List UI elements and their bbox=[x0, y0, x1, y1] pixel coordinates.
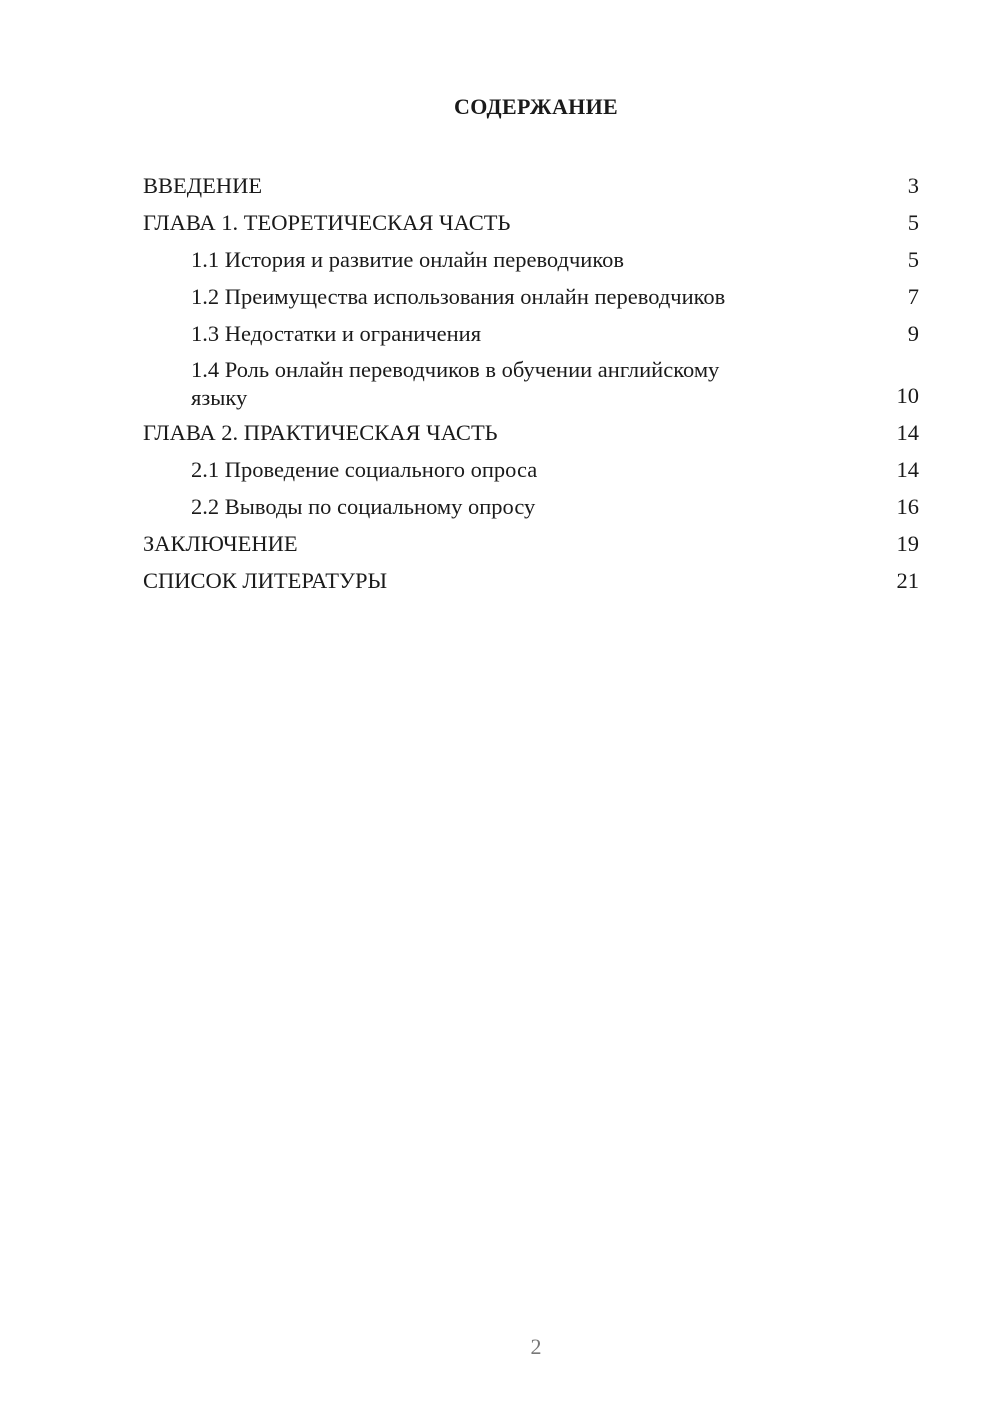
toc-item-section-1-2[interactable] bbox=[143, 278, 919, 315]
toc-item-title: 1.4 Роль онлайн переводчиков в обучении английскому языку bbox=[191, 357, 720, 410]
toc-item-page: 3 bbox=[907, 173, 919, 198]
toc-item-page: 5 bbox=[907, 247, 919, 272]
page-number: 2 bbox=[530, 1334, 542, 1359]
toc-item-chapter-2[interactable] bbox=[143, 414, 919, 451]
toc-item-chapter-1[interactable] bbox=[143, 204, 919, 241]
toc-item-title: 1.3 Недостатки и ограничения bbox=[191, 321, 482, 346]
toc-item-title: 1.1 История и развитие онлайн переводчиков bbox=[191, 247, 624, 272]
toc-item-conclusion[interactable] bbox=[143, 525, 919, 562]
toc-item-page: 19 bbox=[896, 531, 919, 556]
toc-item-introduction[interactable] bbox=[143, 167, 919, 204]
toc-item-section-1-1[interactable] bbox=[143, 241, 919, 278]
toc-item-title: ЗАКЛЮЧЕНИЕ bbox=[143, 531, 298, 556]
toc-item-section-1-3[interactable] bbox=[143, 315, 919, 352]
page-title: СОДЕРЖАНИЕ bbox=[454, 94, 618, 119]
toc-item-title: ГЛАВА 2. ПРАКТИЧЕСКАЯ ЧАСТЬ bbox=[143, 420, 498, 445]
toc-item-title: 1.2 Преимущества использования онлайн переводчиков bbox=[191, 284, 726, 309]
toc-item-page: 14 bbox=[896, 420, 919, 445]
toc-item-references[interactable] bbox=[143, 562, 919, 599]
toc-item-section-2-2[interactable] bbox=[143, 488, 919, 525]
toc-item-title: ГЛАВА 1. ТЕОРЕТИЧЕСКАЯ ЧАСТЬ bbox=[143, 210, 511, 235]
toc-item-page: 14 bbox=[896, 457, 919, 482]
toc-item-title: 2.2 Выводы по социальному опросу bbox=[191, 494, 536, 519]
toc-item-page: 16 bbox=[896, 494, 919, 519]
toc-item-title: ВВЕДЕНИЕ bbox=[143, 173, 263, 198]
toc-item-page: 5 bbox=[907, 210, 919, 235]
toc-item-section-1-4[interactable] bbox=[143, 352, 919, 414]
toc-item-section-2-1[interactable] bbox=[143, 451, 919, 488]
toc-item-page: 21 bbox=[896, 568, 919, 593]
toc-item-page: 10 bbox=[896, 383, 919, 408]
toc-item-page: 7 bbox=[907, 284, 919, 309]
toc-item-title: СПИСОК ЛИТЕРАТУРЫ bbox=[143, 568, 388, 593]
toc-item-page: 9 bbox=[907, 321, 919, 346]
toc-item-title: 2.1 Проведение социального опроса bbox=[191, 457, 538, 482]
table-of-contents bbox=[143, 167, 919, 599]
